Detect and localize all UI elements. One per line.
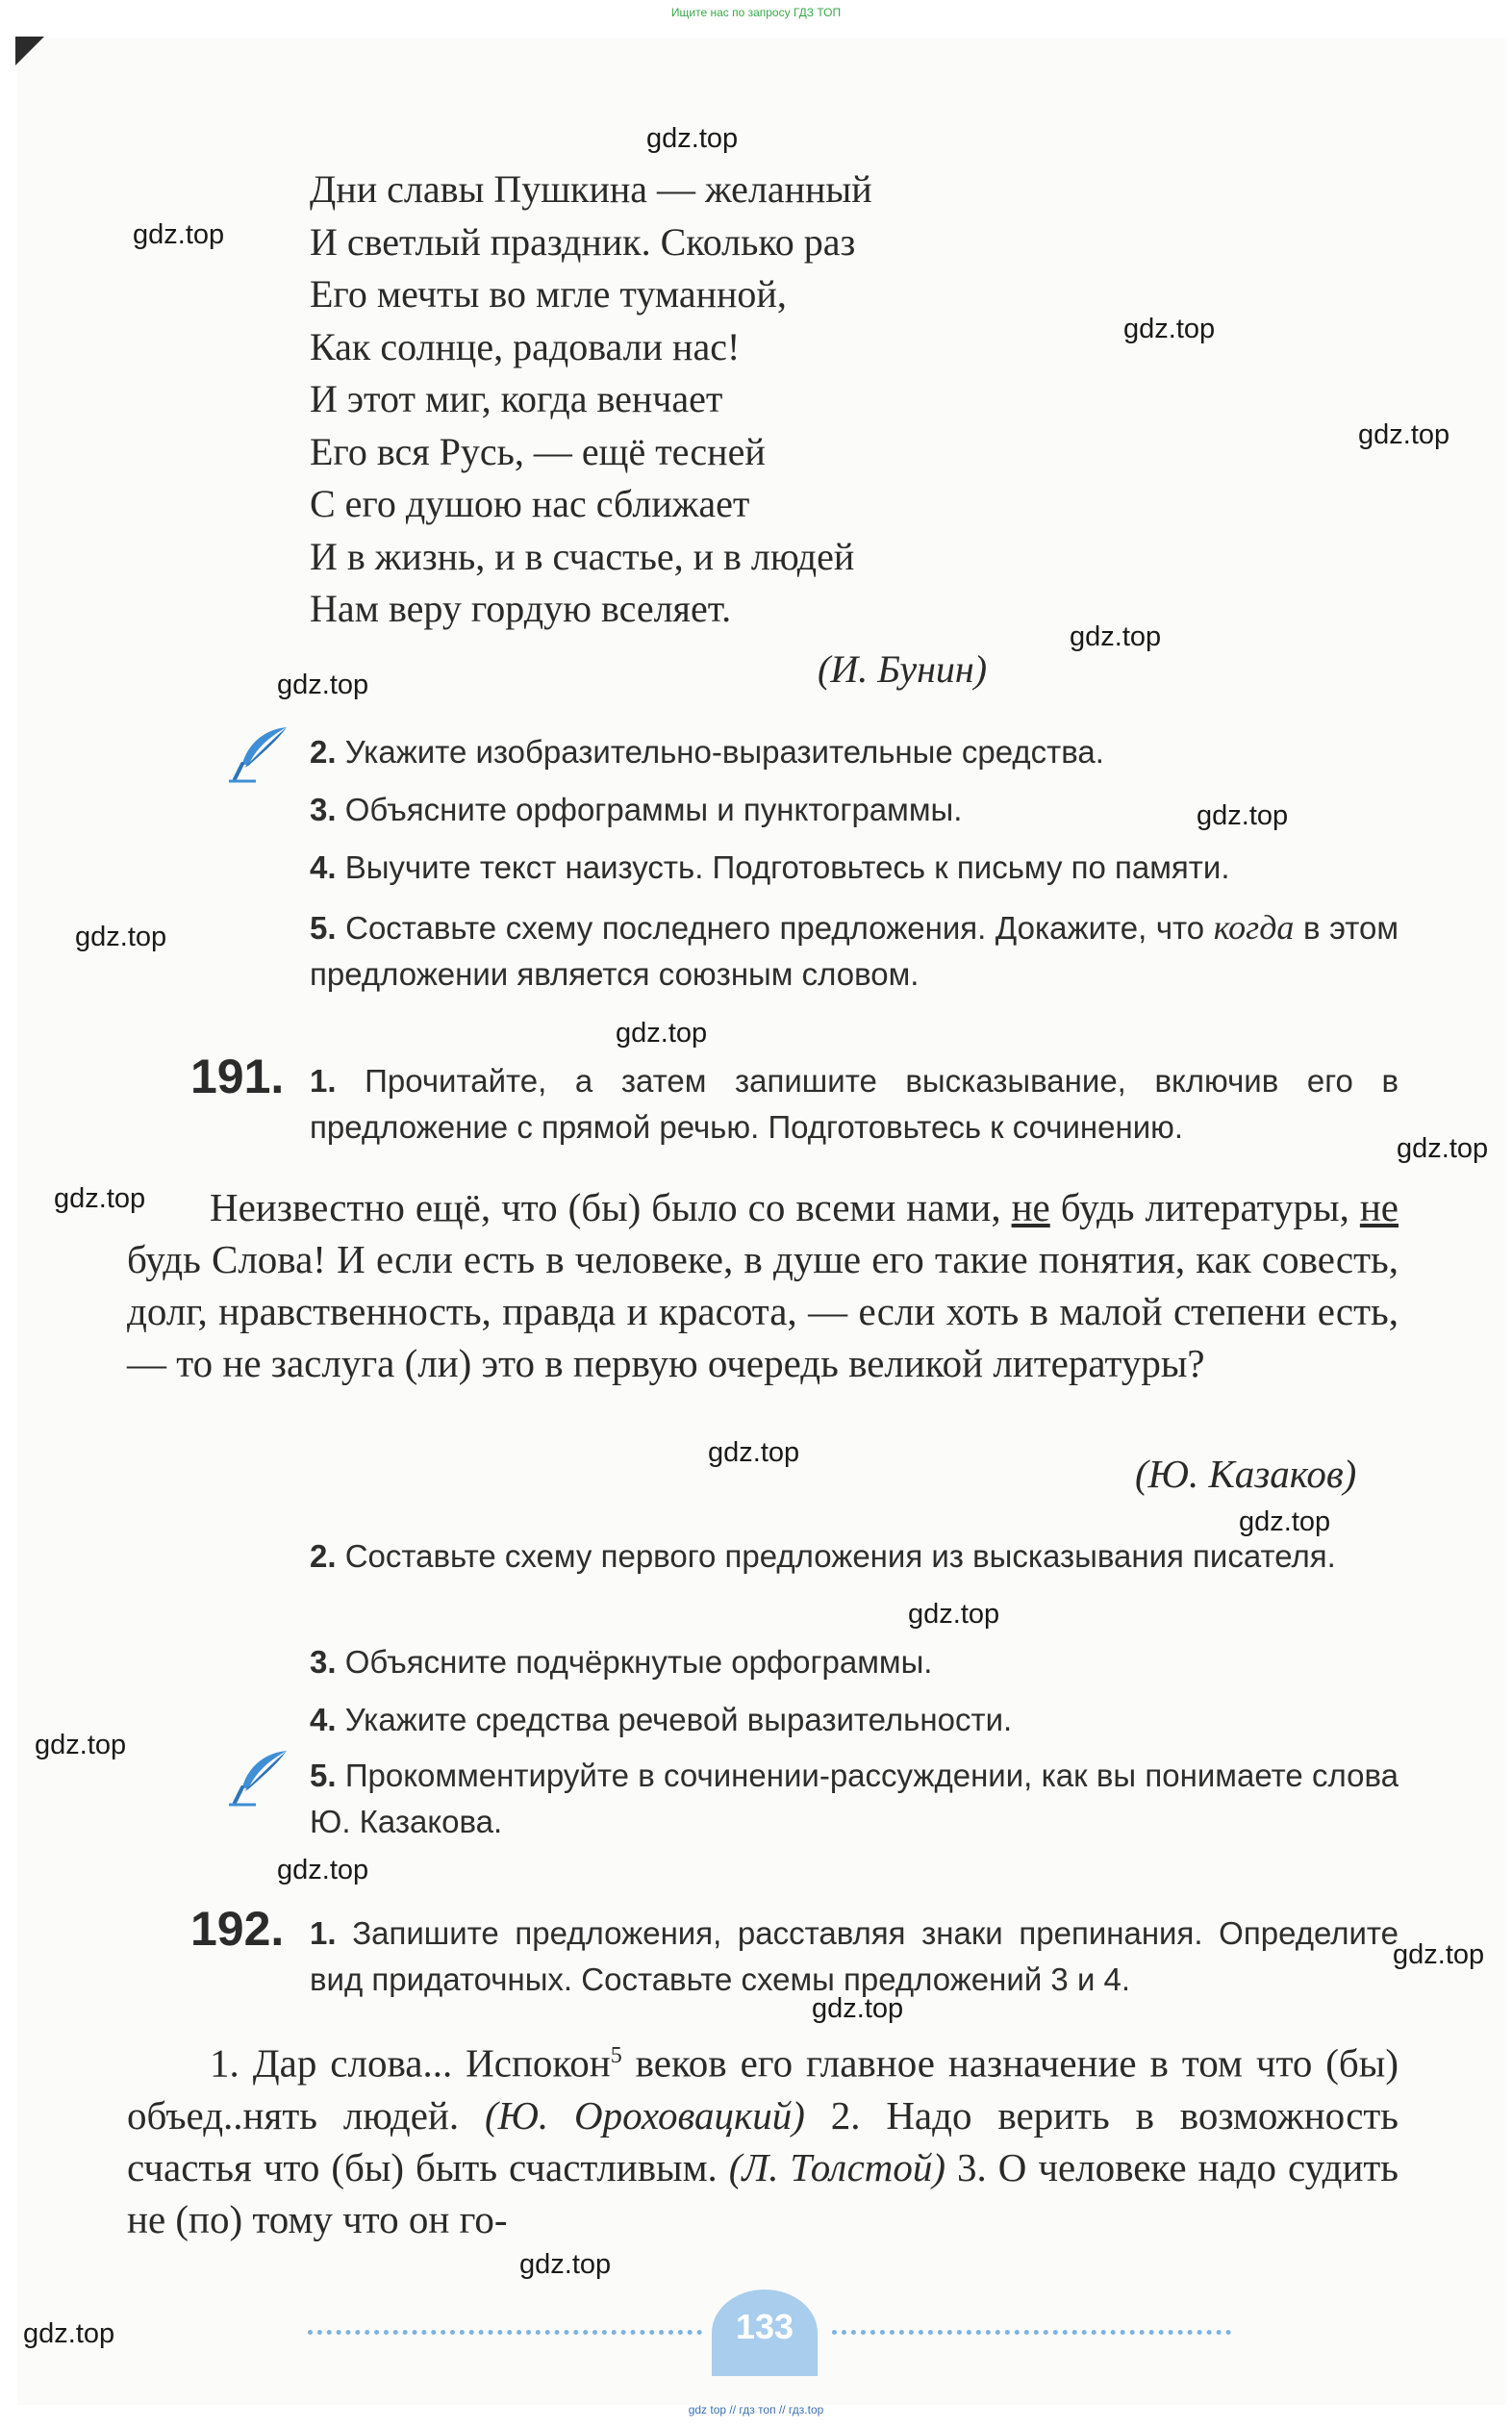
task-number: 5.	[310, 910, 337, 946]
task-text: в этом предложении является союзным словом.	[310, 910, 1399, 992]
task-text: Выучите текст наизусть. Подготовьтесь к письму по памяти.	[344, 849, 1230, 885]
poem-line: И в жизнь, и в счастье, и в людей	[310, 534, 855, 578]
poem-line: С его душою нас сближает	[310, 482, 750, 525]
page-corner-mark	[15, 37, 44, 65]
task-number: 1.	[310, 1915, 337, 1951]
sentence-text: веков его главное назначение в том что (бы) объед..нять людей.	[127, 2040, 1399, 2138]
ex191-task-1	[310, 1058, 1399, 1151]
task-number: 4.	[310, 1702, 337, 1737]
poem-line: Его мечты во мгле туманной,	[310, 272, 787, 316]
ex191-author: (Ю. Казаков)	[1135, 1452, 1357, 1496]
poem-line: Нам веру гордую вселяет.	[310, 587, 732, 630]
task-text: Прочитайте, а затем запишите высказывание, включив его в предложение с прямой речью. Подготовьтесь к сочинению.	[310, 1063, 1399, 1145]
watermark: gdz.top	[277, 1855, 369, 1885]
ex192-task-1	[310, 1910, 1399, 2003]
watermark: gdz.top	[1070, 621, 1162, 652]
sentence-text: 2. Надо верить в возможность счастья что (бы) быть счастливым.	[127, 2092, 1399, 2189]
footer-dots-left	[308, 2330, 702, 2335]
poem-author: (И. Бунин)	[818, 647, 988, 691]
watermark: gdz.top	[646, 123, 739, 154]
sentence-author: (Ю. Ороховацкий)	[484, 2092, 805, 2138]
watermark: gdz.top	[54, 1183, 146, 1214]
poem	[310, 164, 872, 636]
watermark: gdz.top	[23, 2318, 115, 2349]
ex190-task-2	[310, 729, 1104, 775]
watermark: gdz.top	[1123, 314, 1216, 344]
task-number: 3.	[310, 792, 337, 827]
watermark: gdz.top	[1239, 1506, 1331, 1537]
watermark: gdz.top	[1197, 800, 1289, 831]
bottom-note: gdz top // гдз топ // гдз.top	[688, 2403, 824, 2416]
task-text: Составьте схему последнего предложения. Докажите, что	[345, 910, 1205, 946]
quote-text: будь Слова! И если есть в человеке, в душе его такие понятия, как совесть, долг, нравственность, правда и красота, — если хоть в малой степени есть, — то не заслуга (ли) это в первую очередь великой литературы?	[127, 1237, 1399, 1385]
exercise-number-192: 192.	[190, 1902, 285, 1956]
task-text: Объясните подчёркнутые орфограммы.	[344, 1644, 933, 1680]
feather-pen-icon	[227, 1747, 292, 1809]
poem-line: И этот миг, когда венчает	[310, 377, 723, 420]
task-italic-word: когда	[1213, 908, 1295, 947]
poem-line: Его вся Русь, — ещё тесней	[310, 429, 766, 473]
watermark: gdz.top	[1358, 419, 1450, 450]
watermark: gdz.top	[1397, 1133, 1489, 1164]
underlined-word: не	[1359, 1185, 1399, 1229]
footer-dots-right	[832, 2330, 1231, 2335]
poem-line: Как солнце, радовали нас!	[310, 324, 741, 368]
footnote-mark: 5	[610, 2043, 622, 2068]
task-text: Прокомментируйте в сочинении-рассуждении, как вы понимаете слова Ю. Казакова.	[310, 1758, 1399, 1839]
watermark: gdz.top	[708, 1437, 800, 1468]
ex191-task-4	[310, 1697, 1012, 1743]
quote-text: Неизвестно ещё, что (бы) было со всеми нами,	[210, 1185, 1012, 1229]
task-number: 4.	[310, 849, 337, 885]
quote-text: будь литературы,	[1049, 1185, 1360, 1229]
exercise-number-191: 191.	[190, 1050, 285, 1103]
watermark: gdz.top	[908, 1599, 1000, 1630]
ex191-task-3	[310, 1639, 932, 1685]
task-number: 5.	[310, 1758, 337, 1793]
top-search-note: Ищите нас по запросу ГДЗ ТОП	[670, 6, 842, 19]
watermark: gdz.top	[133, 219, 225, 250]
ex191-quote	[127, 1181, 1399, 1389]
task-text: Запишите предложения, расставляя знаки препинания. Определите вид придаточных. Составьте схемы предложений 3 и 4.	[310, 1915, 1399, 1997]
watermark: gdz.top	[277, 670, 369, 700]
task-text: Объясните орфограммы и пунктограммы.	[344, 792, 963, 827]
ex190-task-5	[310, 904, 1399, 998]
task-number: 3.	[310, 1644, 337, 1680]
ex191-task-2	[310, 1533, 1399, 1580]
watermark: gdz.top	[35, 1730, 127, 1760]
task-text: Укажите средства речевой выразительности.	[344, 1702, 1013, 1737]
ex190-task-4	[310, 845, 1230, 891]
ex192-sentences	[127, 2030, 1399, 2245]
task-number: 2.	[310, 1538, 337, 1574]
ex191-task-5	[310, 1753, 1399, 1845]
sentence-text: 1. Дар слова... Испокон	[210, 2040, 611, 2086]
page-footer	[308, 2290, 1231, 2376]
underlined-word: не	[1011, 1185, 1050, 1229]
task-text: Укажите изобразительно-выразительные средства.	[344, 734, 1104, 770]
watermark: gdz.top	[519, 2249, 612, 2280]
task-number: 1.	[310, 1063, 337, 1099]
task-text: Составьте схему первого предложения из высказывания писателя.	[344, 1538, 1336, 1574]
sentence-text: 3. О человеке надо судить не (по) тому что он го-	[127, 2144, 1399, 2241]
feather-pen-icon	[227, 723, 292, 785]
sentence-author: (Л. Толстой)	[728, 2144, 946, 2189]
watermark: gdz.top	[1393, 1939, 1485, 1970]
page-number: 133	[735, 2307, 794, 2346]
watermark: gdz.top	[812, 1993, 904, 2024]
poem-line: Дни славы Пушкина — желанный	[310, 167, 872, 211]
task-number: 2.	[310, 734, 337, 770]
poem-line: И светлый праздник. Сколько раз	[310, 219, 856, 264]
ex190-task-3	[310, 787, 962, 833]
watermark: gdz.top	[616, 1018, 708, 1049]
watermark: gdz.top	[75, 922, 167, 952]
